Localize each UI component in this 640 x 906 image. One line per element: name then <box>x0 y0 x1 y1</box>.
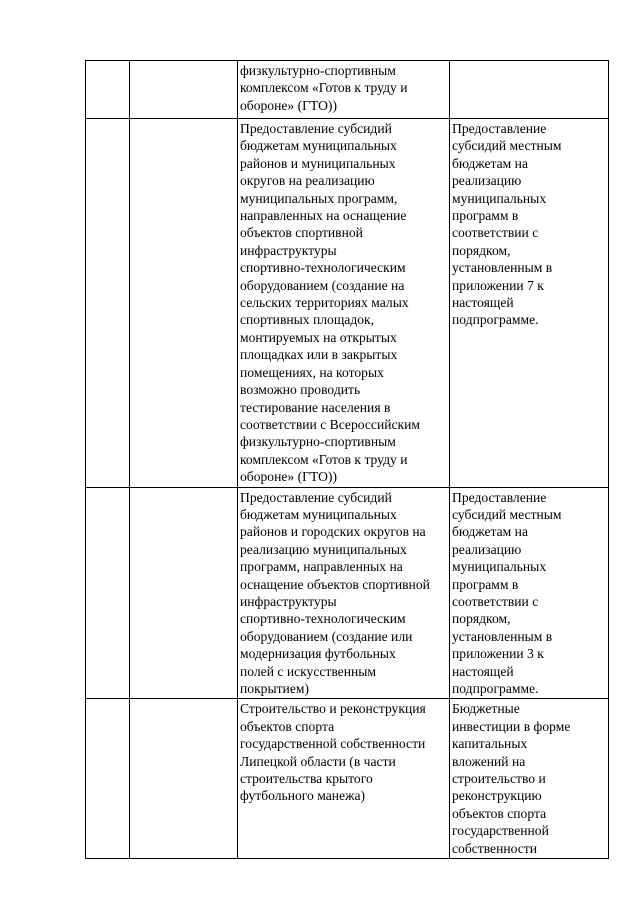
empty-cell <box>130 119 238 488</box>
mechanism-cell: Предоставление субсидий местным бюджетам на реализацию муниципальных программ в соответствии с порядком, установленным в приложении 7 к настоящей подпрограмме. <box>450 119 609 488</box>
number-cell <box>86 61 130 119</box>
table-row <box>86 487 609 699</box>
program-measures-table <box>85 60 609 859</box>
number-cell <box>86 487 130 699</box>
measure-cell: физкультурно-спортивным комплексом «Готов к труду и обороне» (ГТО)) <box>238 61 450 119</box>
empty-cell <box>130 699 238 859</box>
measure-cell: Предоставление субсидий бюджетам муниципальных районов и городских округов на реализацию муниципальных программ, направленных на оснащение объектов спортивной инфраструктуры спортивно-технологическим оборудованием (создание или модернизация футбольных полей с искусственным покрытием) <box>238 487 450 699</box>
mechanism-cell: Бюджетные инвестиции в форме капитальных вложений на строительство и реконструкцию объектов спорта государственной собственности <box>450 699 609 859</box>
number-cell <box>86 119 130 488</box>
empty-cell <box>130 487 238 699</box>
table-row <box>86 699 609 859</box>
table-row <box>86 119 609 488</box>
measure-cell: Предоставление субсидий бюджетам муниципальных районов и муниципальных округов на реализацию муниципальных программ, направленных на оснащение объектов спортивной инфраструктуры спортивно-технологическим оборудованием (создание на сельских территориях малых спортивных площадок, монтируемых на открытых площадках или в закрытых помещениях, на которых возможно проводить тестирование населения в соответствии с Всероссийским физкультурно-спортивным комплексом «Готов к труду и обороне» (ГТО)) <box>238 119 450 488</box>
measure-cell: Строительство и реконструкция объектов спорта государственной собственности Липецкой области (в части строительства крытого футбольного манежа) <box>238 699 450 859</box>
empty-cell <box>130 61 238 119</box>
table-row <box>86 61 609 119</box>
number-cell <box>86 699 130 859</box>
mechanism-cell: Предоставление субсидий местным бюджетам на реализацию муниципальных программ в соответствии с порядком, установленным в приложении 3 к настоящей подпрограмме. <box>450 487 609 699</box>
mechanism-cell <box>450 61 609 119</box>
